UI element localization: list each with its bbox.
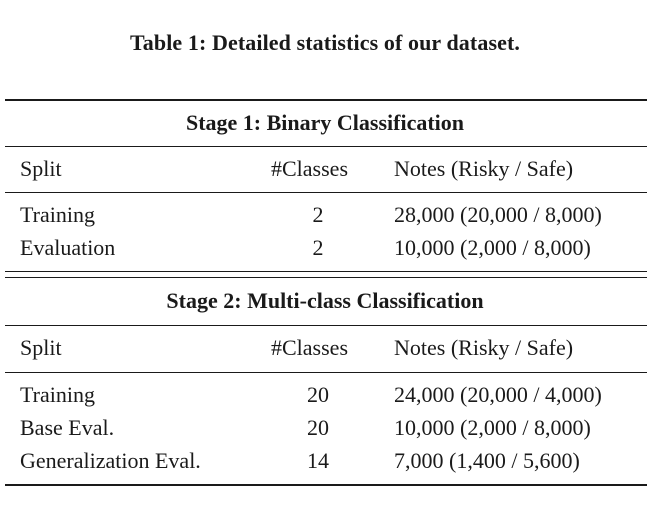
section-title-stage-1: Stage 1: Binary Classification [185,110,465,135]
cell-classes: 2 [312,235,324,260]
header-notes: Notes (Risky / Safe) [394,335,574,360]
cell-notes: 7,000 (1,400 / 5,600) [394,448,580,473]
table-caption: Table 1: Detailed statistics of our dataset. [130,30,520,55]
section-divider-rule [5,271,647,272]
header-split: Split [20,335,62,360]
cell-classes: 2 [312,202,324,227]
cell-split: Training [20,382,95,407]
cell-split: Evaluation [20,235,116,260]
cell-notes: 28,000 (20,000 / 8,000) [394,202,602,227]
cell-notes: 24,000 (20,000 / 4,000) [394,382,602,407]
cell-notes: 10,000 (2,000 / 8,000) [394,235,591,260]
header-split: Split [20,156,62,181]
header-notes: Notes (Risky / Safe) [394,156,574,181]
section-rule [5,146,647,147]
bottom-rule [5,484,647,486]
cell-split: Base Eval. [20,415,115,440]
cell-split: Training [20,202,95,227]
section-rule [5,325,647,326]
top-rule [5,99,647,101]
cell-classes: 20 [307,415,329,440]
cell-classes: 14 [307,448,329,473]
cell-classes: 20 [307,382,329,407]
cell-split: Generalization Eval. [20,448,201,473]
cell-notes: 10,000 (2,000 / 8,000) [394,415,591,440]
section-divider-rule [5,277,647,278]
header-rule [5,372,647,373]
header-rule [5,192,647,193]
header-classes: #Classes [271,156,348,181]
header-classes: #Classes [271,335,348,360]
section-title-stage-2: Stage 2: Multi-class Classification [166,288,484,313]
